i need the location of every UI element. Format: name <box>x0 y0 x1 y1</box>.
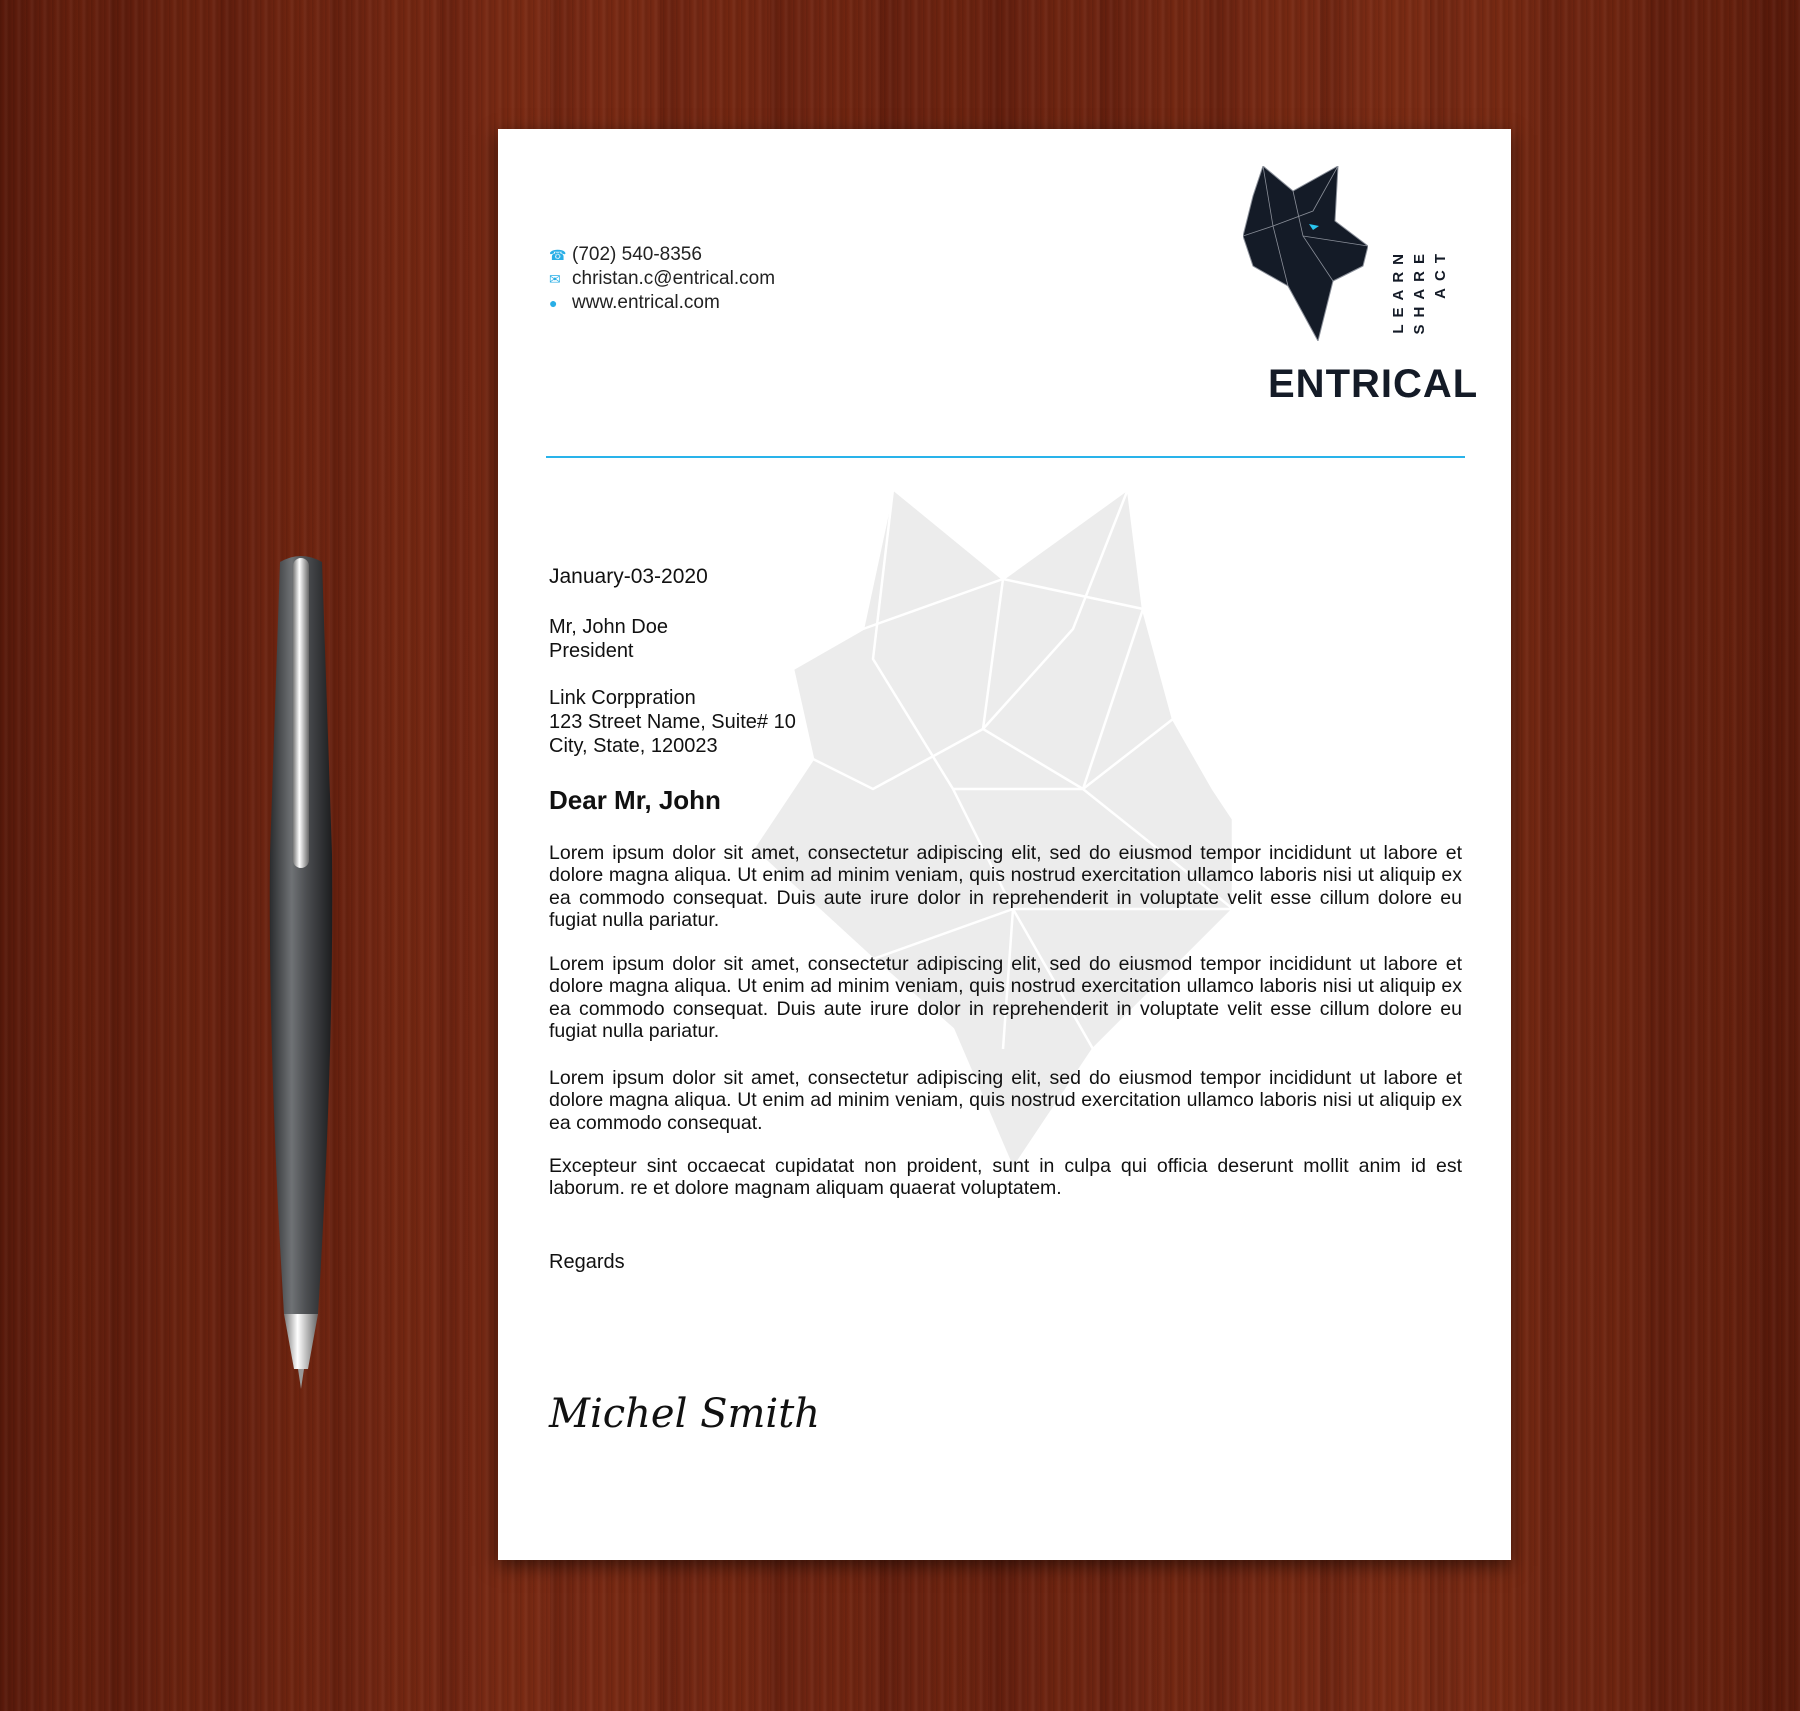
pen <box>266 554 336 1389</box>
closing: Regards <box>549 1251 625 1273</box>
body-paragraph: Excepteur sint occaecat cupidatat non proident, sunt in culpa qui officia deserunt mollit anim id est laborum. re et dolore magnam aliquam quaerat voluptatem. <box>549 1155 1462 1200</box>
tagline-act: ACT <box>1432 247 1449 299</box>
contact-email[interactable]: ✉ christan.c@entrical.com <box>549 268 776 289</box>
letter-date: January-03-2020 <box>549 565 708 588</box>
mail-icon: ✉ <box>549 271 561 287</box>
header-divider <box>546 456 1465 458</box>
recipient-address-line1: 123 Street Name, Suite# 10 <box>549 711 796 733</box>
salutation: Dear Mr, John <box>549 785 721 815</box>
letterhead-page <box>498 129 1511 1560</box>
brand-name: ENTRICAL <box>1268 362 1479 406</box>
recipient-company: Link Corppration <box>549 687 696 709</box>
tagline-learn: LEARN <box>1390 247 1407 334</box>
phone-icon: ☎ <box>549 247 567 263</box>
body-paragraph: Lorem ipsum dolor sit amet, consectetur adipiscing elit, sed do eiusmod tempor incididunt ut labore et dolore magna aliqua. Ut enim ad minim veniam, quis nostrud exercitation ullamco laboris nisi ut aliquip ex ea commodo consequat. Duis aute irure dolor in reprehenderit in voluptate velit esse cillum dolore eu fugiat nulla pariatur. <box>549 953 1462 1043</box>
contact-website[interactable]: ● www.entrical.com <box>549 292 720 313</box>
recipient-address-line2: City, State, 120023 <box>549 735 718 757</box>
globe-icon: ● <box>549 295 558 311</box>
body-paragraph: Lorem ipsum dolor sit amet, consectetur adipiscing elit, sed do eiusmod tempor incididunt ut labore et dolore magna aliqua. Ut enim ad minim veniam, quis nostrud exercitation ullamco laboris nisi ut aliquip ex ea commodo consequat. <box>549 1067 1462 1134</box>
contact-phone[interactable]: ☎ (702) 540-8356 <box>549 244 702 265</box>
wolf-logo-icon <box>1243 166 1368 341</box>
recipient-name: Mr, John Doe <box>549 616 668 638</box>
body-paragraph: Lorem ipsum dolor sit amet, consectetur adipiscing elit, sed do eiusmod tempor incididunt ut labore et dolore magna aliqua. Ut enim ad minim veniam, quis nostrud exercitation ullamco laboris nisi ut aliquip ex ea commodo consequat. Duis aute irure dolor in reprehenderit in voluptate velit esse cillum dolore eu fugiat nulla pariatur. <box>549 842 1462 932</box>
recipient-title: President <box>549 640 634 662</box>
signature: Michel Smith <box>549 1391 821 1437</box>
tagline-share: SHARE <box>1411 247 1428 335</box>
